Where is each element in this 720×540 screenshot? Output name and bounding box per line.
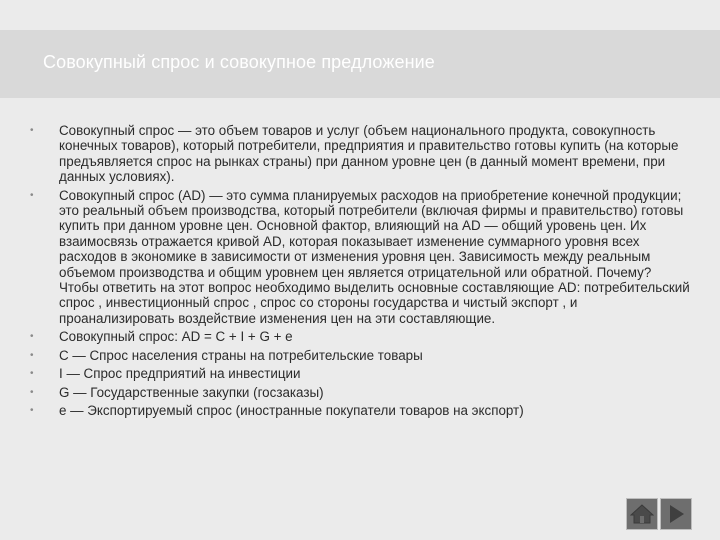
bullet-list [30,123,690,421]
bullet-item: • I — Спрос предприятий на инвестиции [30,366,690,381]
slide-navigation [626,498,692,530]
bullet-item: • Совокупный спрос: AD = C + I + G + e [30,329,690,344]
home-button[interactable] [626,498,658,530]
bullet-item: • e — Экспортируемый спрос (иностранные покупатели товаров на экспорт) [30,403,690,418]
home-icon [630,503,654,525]
bullet-item: • C — Спрос населения страны на потребительские товары [30,348,690,363]
bullet-item: • Совокупный спрос (AD) — это сумма планируемых расходов на приобретение конечной продукции; это реальный объем производства, который потребители (включая фирмы и правительство) готовы купить при данном уровне цен. Основной фактор, влияющий на AD — общий уровень цен. Их взаимосвязь отражается кривой AD, которая показывает изменение суммарного уровня всех расходов в экономике в зависимости от изменения уровня цен. Зависимость между реальным объемом производства и общим уровнем цен является отрицательной или обратной. Почему? Чтобы ответить на этот вопрос необходимо выделить основные составляющие AD: потребительский спрос , инвестиционный спрос , спрос со стороны государства и чистый экспорт , и проанализировать воздействие изменения цен на эти составляющие. [30,188,690,327]
play-next-icon [665,503,687,525]
next-slide-button[interactable] [660,498,692,530]
bullet-item: • G — Государственные закупки (госзаказы) [30,385,690,400]
slide-title: Совокупный спрос и совокупное предложение [43,52,435,72]
bullet-item: • Совокупный спрос — это объем товаров и услуг (объем национального продукта, совокупность конечных товаров), который потребители, предприятия и правительство готовы купить (на которые предъявляется спрос на рынках страны) при данном уровне цен (в данный момент времени, при данных условиях). [30,123,690,185]
